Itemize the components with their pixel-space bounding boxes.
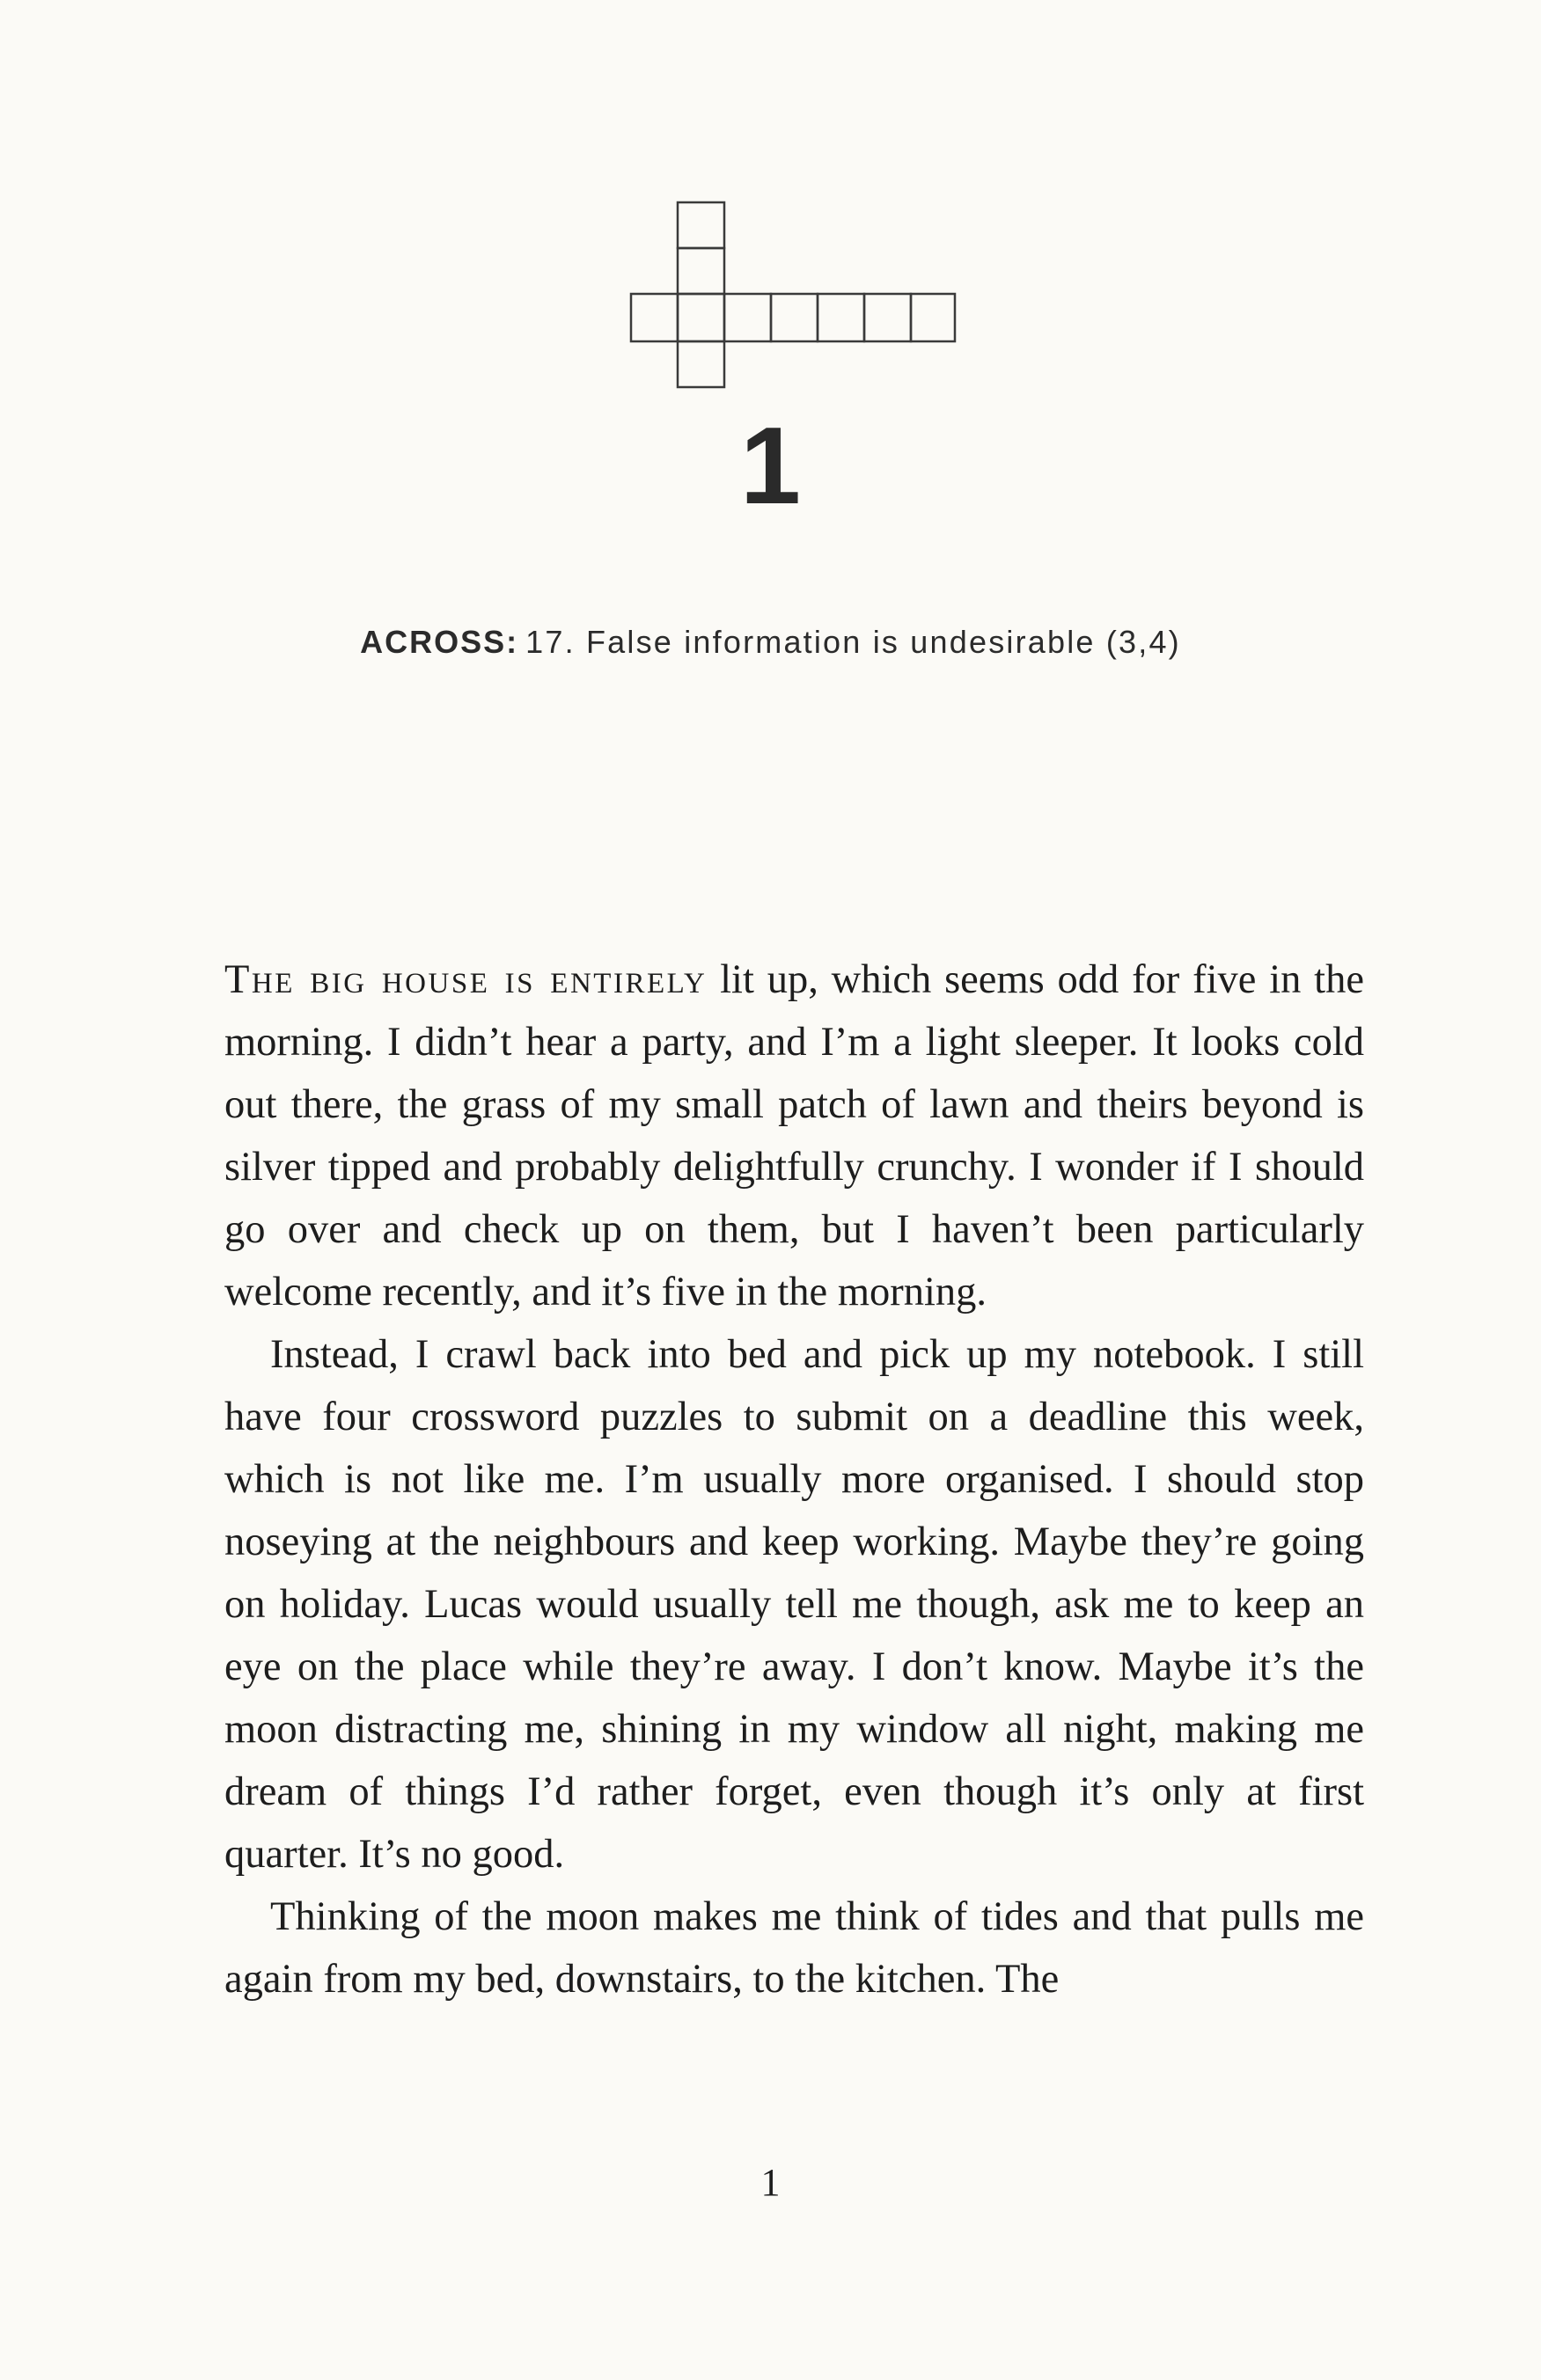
paragraph-1-text: lit up, which seems odd for five in the morning. I didn’t hear a party, and I’m a light sleeper. It looks cold out there, the grass of my small patch of lawn and theirs beyond is silver tipped and probably delightfully crunchy. I wonder if I should go over and check up on them, but I haven’t been particularly welcome recently, and it’s five in the morning. — [224, 957, 1364, 1314]
page-number: 1 — [760, 2161, 781, 2204]
crossword-grid-ornament — [0, 0, 1541, 405]
grid-cell — [771, 294, 818, 341]
opening-smallcaps: The big house is entirely — [224, 957, 708, 1002]
paragraph-1 — [224, 948, 1364, 1323]
clue-text: 17. False information is undesirable (3,4) — [525, 624, 1181, 660]
grid-cell — [678, 294, 724, 341]
grid-cell — [864, 294, 911, 341]
grid-cell — [631, 294, 678, 341]
crossword-clue — [0, 623, 1541, 662]
paragraph-2: Instead, I crawl back into bed and pick up my notebook. I still have four crossword puzzles to submit on a deadline this week, which is not like me. I’m usually more organised. I should stop noseying at the neighbours and keep working. Maybe they’re going on holiday. Lucas would usually tell me though, ask me to keep an eye on the place while they’re away. I don’t know. Maybe it’s the moon distracting me, shining in my window all night, making me dream of things I’d rather forget, even though it’s only at first quarter. It’s no good. — [224, 1332, 1364, 1877]
chapter-number: 1 — [740, 406, 801, 527]
paragraph-3: Thinking of the moon makes me think of tides and that pulls me again from my bed, downstairs, to the kitchen. The — [224, 1894, 1364, 2002]
clue-label: ACROSS: — [360, 624, 519, 660]
grid-cell — [678, 248, 724, 294]
body-text — [224, 948, 1364, 2010]
grid-cell — [818, 294, 864, 341]
grid-cell — [678, 341, 724, 387]
grid-cell — [911, 294, 955, 341]
grid-cell — [724, 294, 771, 341]
grid-cell — [678, 202, 724, 248]
